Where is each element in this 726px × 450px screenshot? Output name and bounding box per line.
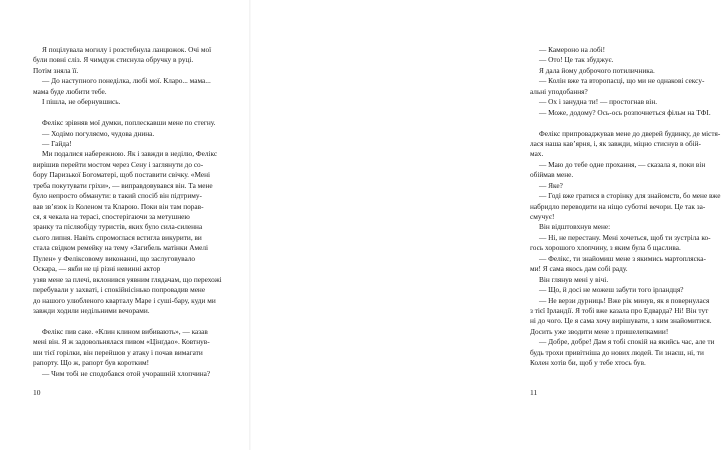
text-line: Він відштовхнув мене: [539, 222, 611, 232]
text-line: Я поцілувала могилу і розстебнула ланцюжок. Очі мої [42, 45, 212, 54]
text-line: обіймав мене. [530, 170, 574, 180]
text-line: Оскара, — якби не ці різні невинні актор [33, 264, 161, 274]
text-line: — Маю до тебе одне прохання, — сказала я, поки він [539, 159, 706, 169]
text-line: — Ото! Це так збуджує. [539, 55, 614, 65]
text-line: ся, я чекала на терасі, спостерігаючи за метушнею [33, 212, 190, 221]
text-line: Я дала йому доброчого потиличника. [539, 65, 655, 75]
text-line: стала свідком ремейку на тему «Загибель матінки Амелі [33, 243, 209, 253]
left-page-number: 10 [33, 388, 41, 397]
left-page-text [33, 45, 229, 379]
text-line: — Не верзи дурниць! Вже рік минув, як я повернулася [539, 295, 710, 305]
text-line [33, 316, 229, 326]
text-line: альні уподобання? [530, 86, 588, 96]
text-line: — Колін вже та второпасці, що ми не однакові сексу- [539, 76, 705, 86]
text-line: Фелікс пив саке. «Клин клином вибивають», — казав [42, 326, 208, 336]
text-line: з тієї Ірландії. Я тобі вже казала про Едварда? Ні! Він тут [530, 305, 709, 315]
text-line: мама буде любити тебе. [33, 86, 107, 96]
text-line: зранку та післяобіду туристів, яких було сила-силенна [33, 222, 203, 232]
right-page-text [530, 45, 726, 369]
text-line: Він глянув мені у вічі. [539, 274, 609, 284]
text-line: І пішла, не обернувшись. [42, 97, 121, 107]
text-line [33, 108, 229, 118]
text-line: смучує! [530, 212, 555, 221]
text-line: вав зв’язок із Коленом та Кларою. Поки він там порав- [33, 201, 204, 211]
text-line: — Камероно на лобі! [539, 45, 606, 54]
text-line: — Фелікс, ти знайомиш мене з якимись мартопляска- [539, 253, 706, 263]
right-page-number: 11 [530, 388, 538, 397]
text-line: ні до чого. Це я сама хочу вирішувати, з ким знайомитися. [530, 316, 712, 326]
text-line: були повні сліз. Я чимдуж стиснула обручку в руці. [33, 55, 194, 65]
text-line: — Ох і занудна ти! — простогнав він. [539, 97, 658, 107]
text-line: було непросто обманути: в такий спосіб він підтриму- [33, 191, 202, 201]
text-line: Фелікс зрівняв мої думки, поплескавши мене по стегну. [42, 118, 216, 128]
text-line: вирішив перейти мостом через Сену і заглянути до со- [33, 159, 204, 169]
text-line: — До наступного понеділка, любі мої. Кларо... мама... [42, 76, 211, 86]
text-line: — Годі вже гратися в сторінку для знайомств, бо мене вже [539, 191, 721, 201]
left-page [0, 0, 250, 450]
text-line: ши тієї горілки, він перейшов у атаку і почав вимагати [33, 347, 203, 357]
text-line: — Гайда! [42, 138, 72, 148]
text-line: Досить уже зводити мене з пришелепкамии! [530, 326, 669, 336]
text-line: перебували у захваті, і спокійнісінько попровадив мене [33, 285, 206, 295]
text-line: завжди ходили недільними вечорами. [33, 305, 150, 315]
text-line: — Що, й досі не можеш забути того ірландця? [539, 285, 684, 295]
text-line: — Може, додому? Ось-ось розпочнеться фільм на ТФІ. [539, 107, 711, 117]
text-line: до нашого улюбленого кварталу Маре і суші-бару, куди ми [33, 295, 216, 305]
text-line: — Добре, добре! Дам я тобі спокій на якийсь час, але ти [539, 337, 715, 347]
text-line [530, 118, 726, 128]
text-line: треба покутувати гріхи», — виправдовувався він. Та мене [33, 180, 213, 190]
text-line: рапорту. Що ж, рапорт був коротким! [33, 358, 150, 368]
text-line: Фелікс припроваджував мене до дверей будинку, де містя- [539, 128, 721, 138]
text-line: гось хорошого хлопчину, з яким була б щаслива. [530, 243, 681, 253]
text-line: мах. [530, 149, 544, 159]
text-line: — Ходімо погуляємо, чудова днина. [42, 128, 155, 138]
text-line: — Яке? [539, 180, 563, 190]
text-line: Потім зняла її. [33, 65, 79, 75]
text-line: — Чим тобі не сподобався отой учорашній хлопчина? [42, 368, 211, 378]
text-line: Колен хотів би, щоб у тебе хтось був. [530, 358, 646, 368]
text-line: — Ні, не перестану. Мені хочеться, щоб ти зустріла ко- [539, 232, 711, 242]
text-line: мені він. Я ж задовольнялася пивом «Цінґдао». Ковтнув- [33, 337, 210, 347]
text-line: ми! Я сама якось дам собі раду. [530, 264, 628, 274]
text-line: Ми подалися набережною. Як і завжди в неділю, Фелікс [42, 149, 218, 159]
right-page [250, 0, 721, 450]
text-line: будь трохи привітніша до нових людей. Ти знаєш, ні, ти [530, 347, 704, 357]
text-line: лася наша кав’ярня, і, як завжди, міцно стиснув в обій- [530, 138, 701, 148]
text-line: набридло переводити на ніщо суботні вечори. Це так за- [530, 201, 706, 211]
text-line: узяв мене за плечі, вклонився уявним глядачам, що перехожі [33, 274, 222, 284]
text-line: бору Паризької Богоматері, щоб поставити свічку. «Мені [33, 170, 211, 180]
text-line: сього липня. Навіть спромоглася встигла викурити, ви [33, 232, 202, 242]
text-line: Пулен» у Феліксовому виконанні, що заслуговувало [33, 253, 196, 263]
